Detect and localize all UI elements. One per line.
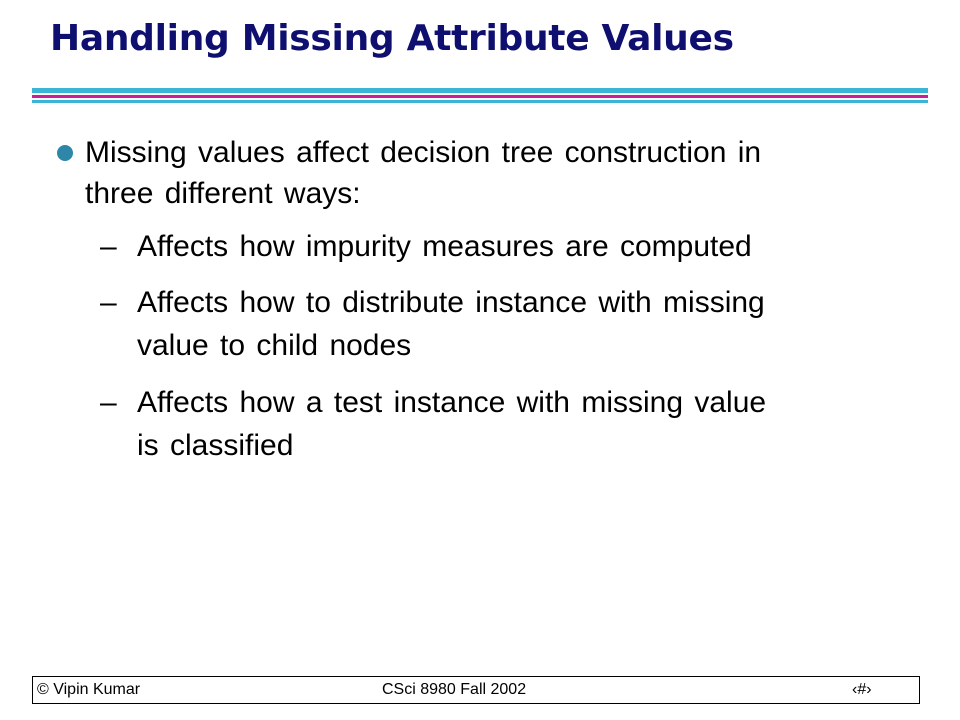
sub-bullet-dash: – bbox=[100, 230, 117, 263]
bullet-dot-icon bbox=[57, 145, 73, 161]
sub-bullet-2-line-2: value to child nodes bbox=[137, 329, 412, 362]
sub-bullet-dash: – bbox=[100, 386, 117, 419]
bullet-line-2: three different ways: bbox=[85, 177, 361, 210]
footer-page-number: ‹#› bbox=[852, 681, 872, 698]
footer-course: CSci 8980 Fall 2002 bbox=[382, 681, 527, 698]
title-rule-bottom bbox=[32, 100, 928, 103]
sub-bullet-3-line-1: Affects how a test instance with missing value bbox=[137, 386, 767, 419]
slide-title: Handling Missing Attribute Values bbox=[50, 18, 734, 59]
footer-author: © Vipin Kumar bbox=[37, 681, 141, 698]
sub-bullet-2-line-1: Affects how to distribute instance with missing bbox=[137, 286, 765, 319]
bullet-line-1: Missing values affect decision tree construction in bbox=[85, 136, 762, 169]
title-rule-top bbox=[32, 88, 928, 93]
sub-bullet-3-line-2: is classified bbox=[137, 429, 294, 462]
title-rule-middle bbox=[32, 95, 928, 98]
sub-bullet-1-line-1: Affects how impurity measures are computed bbox=[137, 230, 752, 263]
sub-bullet-dash: – bbox=[100, 286, 117, 319]
